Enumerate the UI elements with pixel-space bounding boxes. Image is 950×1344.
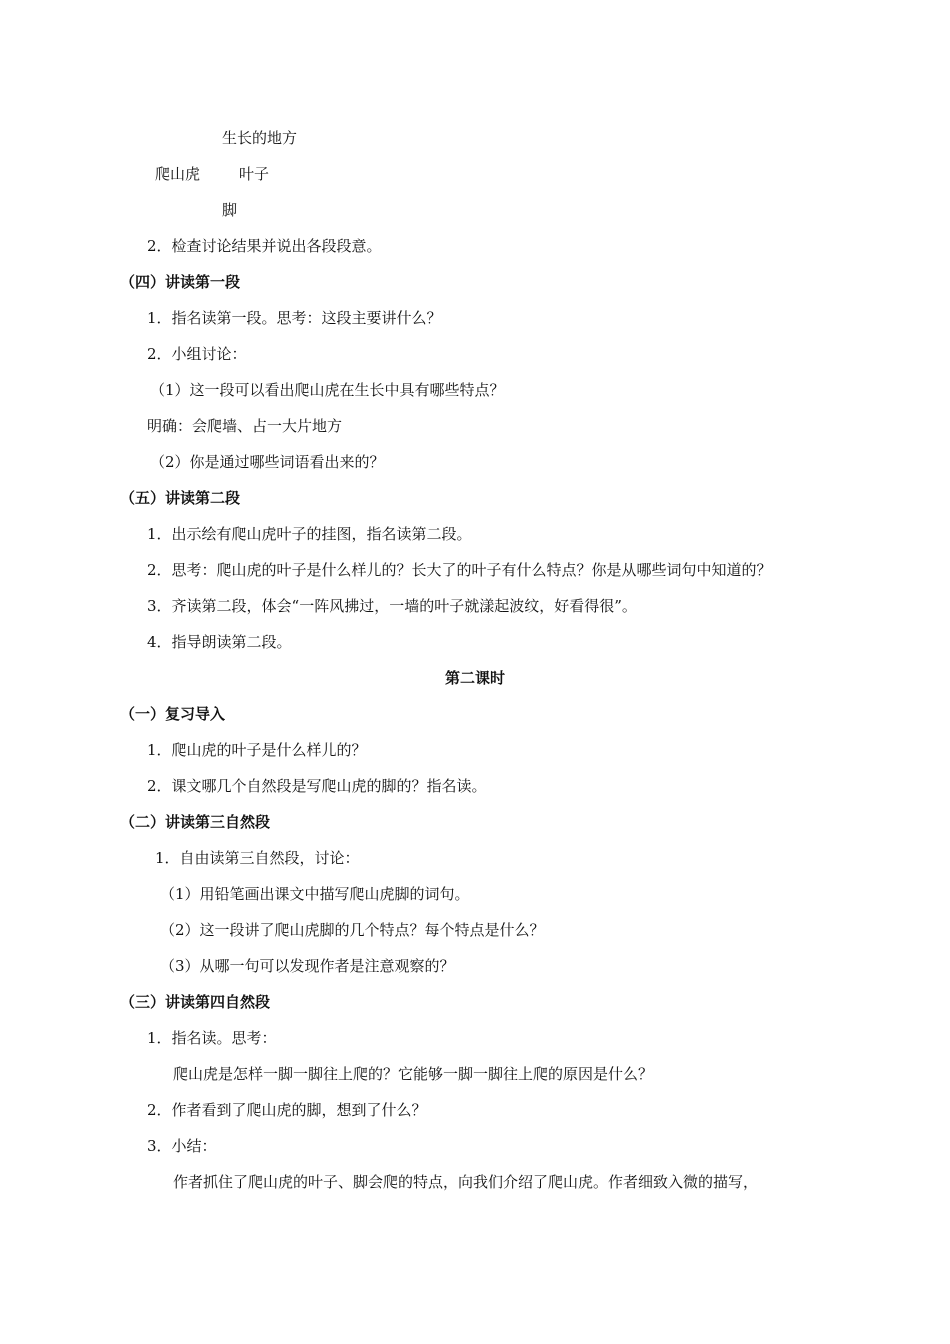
section-heading: （五）讲读第二段 [120, 489, 241, 507]
paragraph: 2．作者看到了爬山虎的脚，想到了什么？ [147, 1101, 427, 1119]
paragraph: （2）这一段讲了爬山虎脚的几个特点？每个特点是什么？ [160, 921, 545, 939]
diagram-middle-label: 叶子 [239, 165, 270, 183]
paragraph: 3．齐读第二段，体会“一阵风拂过，一墙的叶子就漾起波纹，好看得很”。 [147, 597, 637, 615]
section-heading: （四）讲读第一段 [120, 273, 241, 291]
paragraph: 2．小组讨论： [147, 345, 247, 363]
paragraph: 1．指名读第一段。思考：这段主要讲什么？ [147, 309, 442, 327]
paragraph: 作者抓住了爬山虎的叶子、脚会爬的特点，向我们介绍了爬山虎。作者细致入微的描写， [173, 1173, 759, 1191]
paragraph: 1．自由读第三自然段，讨论： [155, 849, 360, 867]
paragraph: 1．爬山虎的叶子是什么样儿的？ [147, 741, 367, 759]
paragraph: （2）你是通过哪些词语看出来的？ [150, 453, 385, 471]
paragraph: 1．指名读。思考： [147, 1029, 277, 1047]
paragraph: 1．出示绘有爬山虎叶子的挂图，指名读第二段。 [147, 525, 472, 543]
paragraph: （1）这一段可以看出爬山虎在生长中具有哪些特点？ [150, 381, 505, 399]
paragraph: 2．思考：爬山虎的叶子是什么样儿的？长大了的叶子有什么特点？你是从哪些词句中知道的？ [147, 561, 772, 579]
paragraph: 爬山虎是怎样一脚一脚往上爬的？它能够一脚一脚往上爬的原因是什么？ [173, 1065, 654, 1083]
paragraph: 明确：会爬墙、占一大片地方 [147, 417, 343, 435]
paragraph: （3）从哪一句可以发现作者是注意观察的？ [160, 957, 455, 975]
diagram-bottom-label: 脚 [222, 201, 238, 219]
diagram-root-label: 爬山虎 [155, 165, 201, 183]
paragraph: 3．小结： [147, 1137, 217, 1155]
paragraph: 4．指导朗读第二段。 [147, 633, 292, 651]
paragraph: （1）用铅笔画出课文中描写爬山虎脚的词句。 [160, 885, 470, 903]
section-heading: （三）讲读第四自然段 [120, 993, 271, 1011]
section-heading: （二）讲读第三自然段 [120, 813, 271, 831]
paragraph: 2．检查讨论结果并说出各段段意。 [147, 237, 382, 255]
section-heading: （一）复习导入 [120, 705, 226, 723]
diagram-top-label: 生长的地方 [222, 129, 298, 147]
lesson-title: 第二课时 [444, 669, 505, 687]
paragraph: 2．课文哪几个自然段是写爬山虎的脚的？指名读。 [147, 777, 487, 795]
